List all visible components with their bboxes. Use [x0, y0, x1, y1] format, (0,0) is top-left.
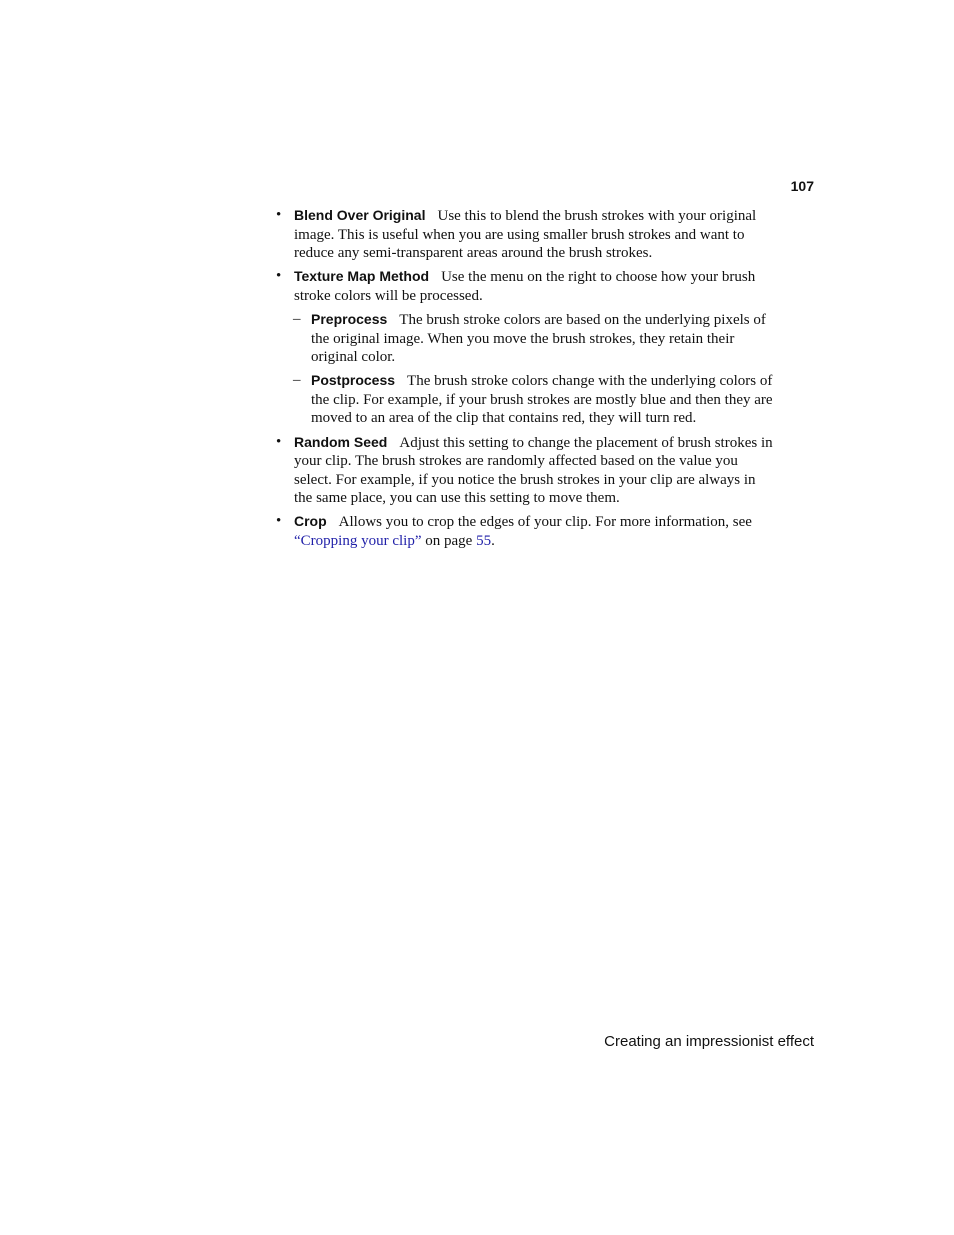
sub-item-postprocess [276, 371, 774, 428]
bullet: • [276, 268, 282, 285]
bullet: • [276, 207, 282, 223]
bullet: • [276, 513, 282, 530]
description-crop: Allows you to crop the edges of your clip. For more information, see [338, 514, 752, 531]
page-number: 107 [790, 178, 814, 194]
dash: – [293, 372, 301, 389]
document-body [276, 206, 774, 555]
description-texture-map-method: Use the menu on the right to choose how your brush stroke colors will be processed. [294, 269, 756, 304]
page-55-link[interactable]: 55 [476, 533, 492, 549]
term-crop: Crop [294, 513, 327, 530]
list-item-random-seed [276, 433, 774, 508]
term-preprocess: Preprocess [311, 310, 388, 327]
list-item-blend-over-original [276, 206, 774, 263]
term-random-seed: Random Seed [294, 433, 388, 450]
on-page-text: on page [425, 533, 473, 549]
sub-item-preprocess [276, 310, 774, 367]
description-preprocess: The brush stroke colors are based on the underlying pixels of the original image. When you move the brush strokes, they retain their original color. [311, 311, 766, 366]
sentence-end: . [491, 533, 495, 549]
dash: – [293, 310, 301, 327]
description-blend-over-original: Use this to blend the brush strokes with your original image. This is useful when you are using smaller brush strokes and want to reduce any semi-transparent areas around the brush strokes. [294, 208, 757, 262]
footer-section-title: Creating an impressionist effect [604, 1033, 814, 1050]
list-item-crop [276, 512, 774, 550]
term-postprocess: Postprocess [311, 372, 396, 389]
cropping-your-clip-link[interactable]: “Cropping your clip” [294, 533, 422, 549]
description-random-seed: Adjust this setting to change the placement of brush strokes in your clip. The brush strokes are randomly affected based on the value you select. For example, if you notice the brush strokes in your clip are always in the same place, you can use this setting to move them. [294, 434, 773, 507]
list-item-texture-map-method [276, 267, 774, 305]
bullet: • [276, 433, 282, 450]
term-blend-over-original: Blend Over Original [294, 207, 426, 223]
term-texture-map-method: Texture Map Method [294, 268, 430, 285]
description-postprocess: The brush stroke colors change with the underlying colors of the clip. For example, if your brush strokes are mostly blue and then they are moved to an area of the clip that contains red, they will turn red. [311, 373, 773, 427]
